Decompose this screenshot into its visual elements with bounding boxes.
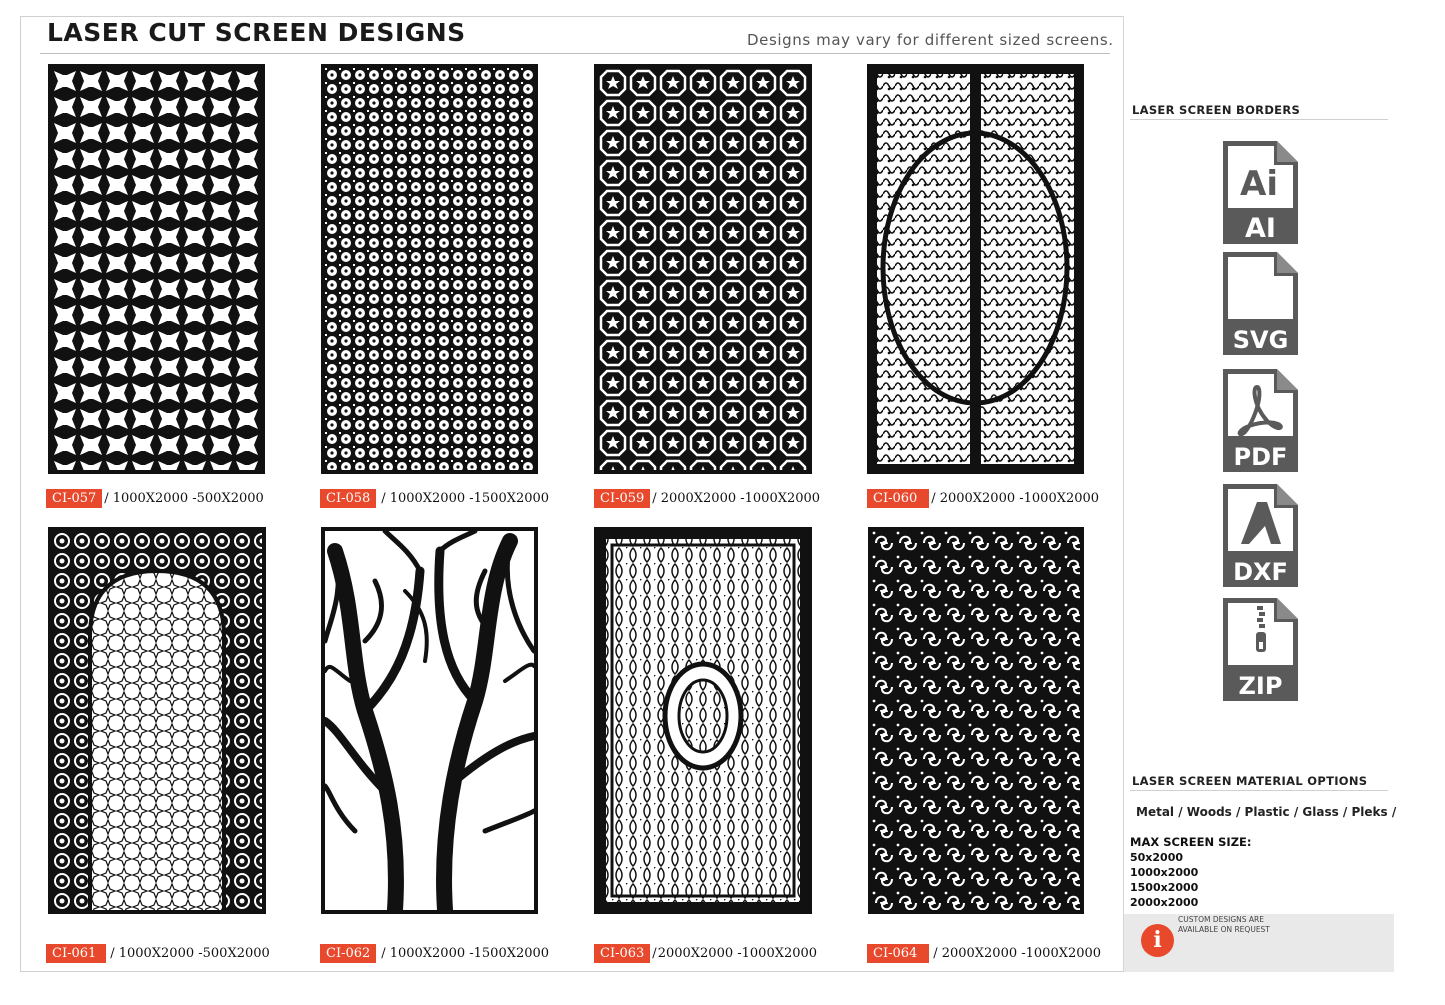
header-divider (40, 53, 1110, 54)
design-sizes: 1000X2000 -500X2000 (118, 945, 270, 961)
zip-label: ZIP (1238, 672, 1283, 700)
design-code: CI-059 (594, 489, 650, 508)
ornate-double-door-pattern (871, 68, 1080, 470)
design-sizes: 2000X2000 -1000X2000 (657, 945, 818, 961)
design-sizes: 1000X2000 -1500X2000 (389, 945, 550, 961)
design-label-ci-060 (867, 488, 1099, 508)
dxf-file-icon[interactable] (1223, 484, 1298, 587)
label-separator: / (933, 945, 938, 961)
ai-label: AI (1245, 213, 1276, 244)
design-sizes: 2000X2000 -1000X2000 (939, 490, 1100, 506)
svg-label: SVG (1232, 326, 1289, 354)
label-separator: / (931, 490, 936, 506)
design-panel-ci-059[interactable] (594, 64, 812, 474)
design-label-ci-064 (867, 943, 1101, 963)
label-separator: / (110, 945, 115, 961)
design-code: CI-063 (594, 944, 650, 963)
design-panel-ci-063[interactable] (594, 527, 812, 914)
design-label-ci-063 (594, 943, 817, 963)
label-separator: / (381, 490, 386, 506)
label-separator: / (381, 945, 386, 961)
design-sizes: 2000X2000 -1000X2000 (941, 945, 1102, 961)
page-subtitle: Designs may vary for different sized screens. (747, 31, 1114, 49)
design-label-ci-061 (46, 943, 270, 963)
design-panel-ci-057[interactable] (48, 64, 265, 474)
ai-file-icon[interactable] (1223, 141, 1298, 244)
design-code: CI-064 (867, 944, 929, 963)
medallion-lattice-pattern (598, 531, 808, 910)
design-code: CI-061 (46, 944, 106, 963)
design-panel-ci-064[interactable] (868, 527, 1084, 914)
zip-file-icon[interactable] (1223, 598, 1298, 701)
design-code: CI-058 (320, 489, 376, 508)
max-size-item: 1000x2000 (1130, 866, 1199, 879)
design-label-ci-062 (320, 943, 549, 963)
design-panel-ci-058[interactable] (321, 64, 538, 474)
custom-designs-text: CUSTOM DESIGNS ARE AVAILABLE ON REQUEST (1178, 915, 1270, 934)
dot-grid-pattern (325, 68, 534, 470)
max-size-item: 2000x2000 (1130, 896, 1199, 909)
max-size-item: 50x2000 (1130, 851, 1184, 864)
design-sizes: 1000X2000 -1500X2000 (389, 490, 550, 506)
design-code: CI-060 (867, 489, 929, 508)
tree-branches-pattern (325, 531, 534, 910)
geometric-bowtie-pattern (52, 68, 261, 470)
materials-list: Metal / Woods / Plastic / Glass / Pleks / (1136, 805, 1397, 819)
ai-glyph: Ai (1240, 164, 1278, 204)
design-code: CI-062 (320, 944, 376, 963)
label-separator: / (652, 490, 657, 506)
design-label-ci-058 (320, 488, 549, 508)
materials-heading: LASER SCREEN MATERIAL OPTIONS (1132, 774, 1368, 788)
design-panel-ci-060[interactable] (867, 64, 1084, 474)
page-title: LASER CUT SCREEN DESIGNS (47, 18, 466, 47)
design-panel-ci-061[interactable] (48, 527, 266, 914)
pdf-label: PDF (1233, 443, 1288, 471)
design-label-ci-057 (46, 488, 264, 508)
materials-divider (1130, 790, 1388, 791)
svg-file-icon[interactable] (1223, 252, 1298, 355)
design-sizes: 2000X2000 -1000X2000 (660, 490, 821, 506)
octagon-star-pattern (598, 68, 808, 470)
borders-divider (1130, 119, 1388, 120)
label-separator: / (104, 490, 109, 506)
design-label-ci-059 (594, 488, 820, 508)
pdf-file-icon[interactable] (1223, 369, 1298, 472)
dxf-label: DXF (1233, 558, 1288, 586)
design-sizes: 1000X2000 -500X2000 (112, 490, 264, 506)
design-code: CI-057 (46, 489, 102, 508)
design-panel-ci-062[interactable] (321, 527, 538, 914)
max-size-label: MAX SCREEN SIZE: (1130, 835, 1252, 849)
label-separator: / (652, 945, 657, 961)
scroll-filigree-pattern (872, 531, 1080, 910)
info-icon: i (1141, 924, 1174, 957)
max-size-item: 1500x2000 (1130, 881, 1199, 894)
borders-heading: LASER SCREEN BORDERS (1132, 103, 1301, 117)
arch-mosaic-pattern (52, 531, 262, 910)
